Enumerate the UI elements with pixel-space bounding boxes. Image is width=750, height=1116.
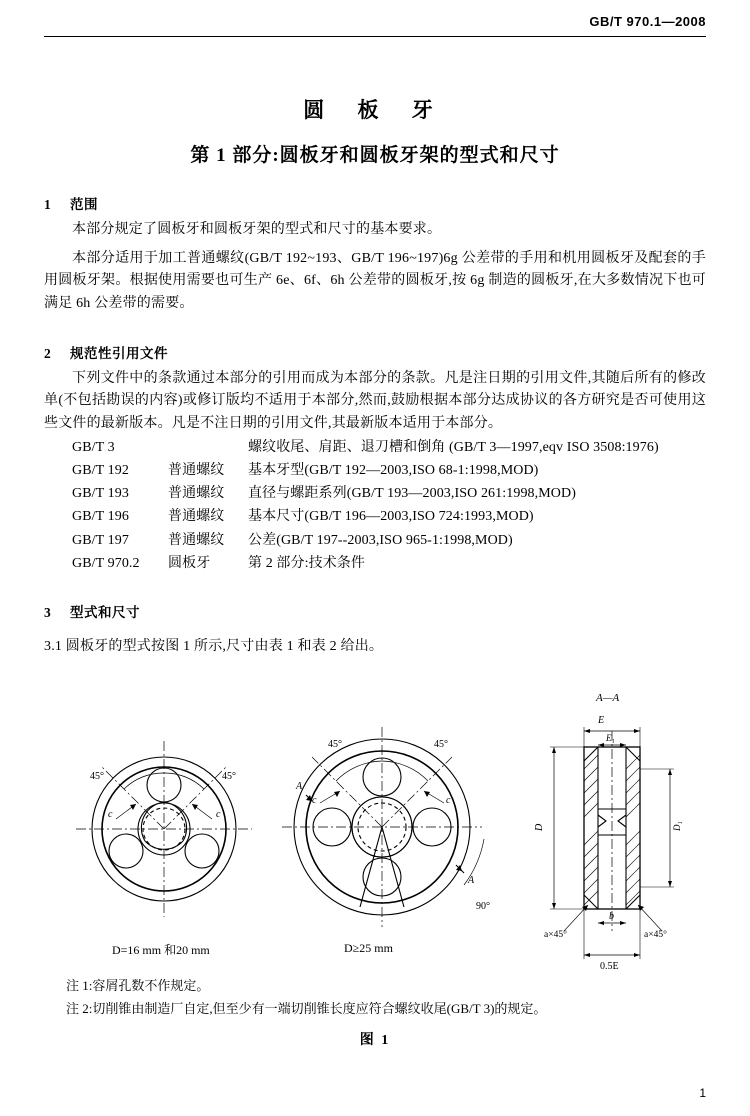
svg-text:90°: 90° — [476, 901, 490, 913]
svg-text:c: c — [108, 809, 113, 821]
svg-text:c: c — [216, 809, 221, 821]
svg-text:45°: 45° — [222, 771, 236, 783]
reference-item — [44, 552, 706, 575]
die-section-view — [550, 727, 674, 959]
reference-code: GB/T 196 — [72, 509, 129, 525]
svg-text:E₁: E₁ — [606, 733, 615, 744]
svg-text:D: D — [534, 823, 545, 832]
standard-number: GB/T 970.1—2008 — [589, 14, 706, 29]
svg-text:D₁: D₁ — [672, 821, 682, 832]
reference-item — [44, 459, 706, 482]
clause-2-paragraph-1: 下列文件中的条款通过本部分的引用而成为本部分的条款。凡是注日期的引用文件,其随后所有的修改单(不包括勘误的内容)或修订版均不适用于本部分,然而,鼓励根据本部分达成协议的各方研究是否可使用这些文件的最新版本。凡是不注日期的引用文件,其最新版本适用于本部分。 — [44, 370, 706, 432]
svg-text:45°: 45° — [434, 739, 448, 751]
figure-1 — [44, 669, 706, 969]
figure-notes — [44, 975, 706, 1021]
reference-desc: 公差(GB/T 197--2003,ISO 965-1:1998,MOD) — [248, 532, 513, 548]
svg-text:A: A — [468, 875, 475, 887]
svg-text:a×45°: a×45° — [644, 930, 667, 941]
reference-name: 普通螺纹 — [168, 532, 225, 548]
figure-caption-mid: D≥25 mm — [344, 941, 393, 956]
clause-1-number: 1 — [44, 197, 52, 212]
reference-desc: 直径与螺距系列(GB/T 193—2003,ISO 261:1998,MOD) — [248, 486, 576, 502]
svg-text:A—A: A—A — [596, 692, 620, 705]
reference-item — [44, 529, 706, 552]
reference-code: GB/T 192 — [72, 462, 129, 478]
reference-desc: 基本尺寸(GB/T 196—2003,ISO 724:1993,MOD) — [248, 509, 534, 525]
page-header — [44, 0, 706, 40]
svg-text:0.5E: 0.5E — [600, 961, 619, 970]
reference-name: 普通螺纹 — [168, 509, 225, 525]
clause-2-heading — [44, 342, 706, 362]
reference-name: 普通螺纹 — [168, 462, 225, 478]
document-subtitle: 第 1 部分:圆板牙和圆板牙架的型式和尺寸 — [190, 145, 560, 166]
clause-1-heading — [44, 193, 706, 213]
figure-1-drawing — [44, 669, 706, 969]
clause-3-number: 3 — [44, 605, 52, 621]
die-left-view — [76, 741, 252, 917]
reference-item — [44, 436, 706, 459]
svg-text:E: E — [598, 715, 605, 727]
svg-text:45°: 45° — [90, 771, 104, 783]
figure-label: 图 1 — [359, 1032, 391, 1048]
reference-desc: 螺纹收尾、肩距、退刀槽和倒角 (GB/T 3—1997,eqv ISO 3508:1976) — [248, 439, 659, 455]
clause-2-number: 2 — [44, 345, 52, 361]
reference-item — [44, 482, 706, 505]
clause-2-title: 规范性引用文件 — [70, 345, 168, 361]
die-middle-view — [282, 727, 484, 927]
clause-1-paragraph-1: 本部分规定了圆板牙和圆板牙架的型式和尺寸的基本要求。 — [72, 222, 442, 237]
figure-note-1: 注 1:容屑孔数不作规定。 — [66, 978, 210, 994]
reference-code: GB/T 3 — [72, 439, 115, 455]
svg-text:45°: 45° — [328, 739, 342, 751]
figure-caption-left: D=16 mm 和20 mm — [112, 943, 210, 958]
reference-desc: 第 2 部分:技术条件 — [248, 555, 365, 571]
figure-note-2: 注 2:切削锥由制造厂自定,但至少有一端切削锥长度应符合螺纹收尾(GB/T 3)的规定。 — [66, 1000, 547, 1016]
reference-code: GB/T 197 — [72, 532, 129, 548]
clause-3-heading — [44, 601, 706, 621]
svg-text:c: c — [446, 795, 451, 807]
reference-code: GB/T 193 — [72, 486, 129, 502]
reference-name: 圆板牙 — [168, 555, 211, 571]
reference-item — [44, 505, 706, 528]
reference-code: GB/T 970.2 — [72, 555, 140, 571]
svg-text:a×45°: a×45° — [544, 930, 567, 941]
svg-text:b: b — [609, 911, 614, 923]
svg-text:c: c — [312, 795, 317, 807]
reference-desc: 基本牙型(GB/T 192—2003,ISO 68-1:1998,MOD) — [248, 462, 539, 478]
clause-1-title: 范围 — [70, 197, 98, 212]
clause-1-paragraph-2: 本部分适用于加工普通螺纹(GB/T 192~193、GB/T 196~197)6g 公差带的手用和机用圆板牙及配套的手用圆板牙架。根据使用需要也可生产 6e、6f、6h 公差带的圆板牙,按 6g 制造的圆板牙,在大多数情况下也可满足 6h 公差带的需要。 — [44, 250, 706, 312]
header-divider — [44, 36, 706, 37]
svg-text:A: A — [296, 781, 303, 793]
reference-name: 普通螺纹 — [168, 486, 225, 502]
page-number: 1 — [699, 1086, 706, 1100]
clause-3-title: 型式和尺寸 — [70, 605, 140, 621]
document-title: 圆 板 牙 — [303, 98, 447, 122]
clause-3-1-text: 3.1 圆板牙的型式按图 1 所示,尺寸由表 1 和表 2 给出。 — [44, 639, 384, 655]
